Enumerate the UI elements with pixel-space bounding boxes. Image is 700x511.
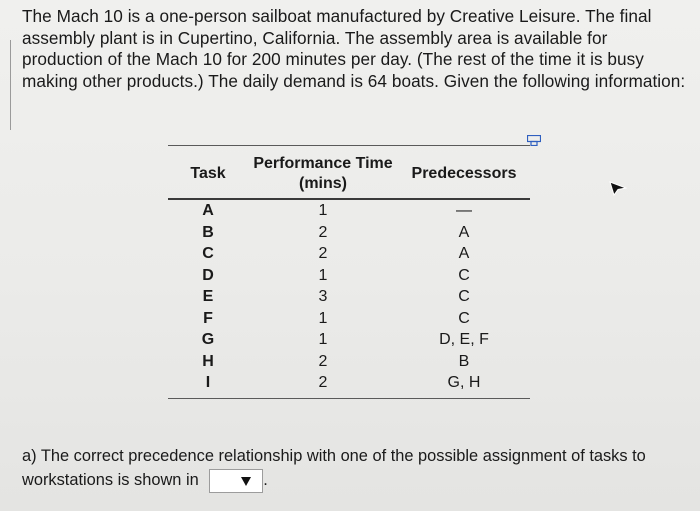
predecessor-cell: A xyxy=(458,245,470,262)
task-cell: C xyxy=(202,245,214,262)
header-task: Task xyxy=(190,165,226,182)
question-a xyxy=(22,444,682,493)
predecessor-cell: — xyxy=(456,202,472,219)
predecessor-cell: B xyxy=(458,352,470,370)
table-row xyxy=(168,286,530,308)
predecessor-cell: C xyxy=(458,309,470,327)
table-row xyxy=(168,372,530,398)
task-cell: E xyxy=(202,288,214,305)
mouse-pointer-icon xyxy=(609,180,627,196)
time-cell: 1 xyxy=(318,202,328,219)
table-row xyxy=(168,329,530,351)
table-row xyxy=(168,265,530,287)
predecessor-cell: C xyxy=(458,266,470,284)
task-cell: D xyxy=(202,266,214,284)
predecessor-cell: D, E, F xyxy=(439,331,489,348)
margin-rule xyxy=(10,40,11,130)
question-text: a) The correct precedence relationship with one of the possible assignment of tasks to workstations is shown in xyxy=(22,447,646,489)
time-cell: 1 xyxy=(318,309,328,327)
header-time: Performance Time (mins) xyxy=(253,155,393,192)
task-cell: F xyxy=(203,309,213,327)
table-row xyxy=(168,199,530,222)
time-cell: 2 xyxy=(318,223,328,241)
time-cell: 2 xyxy=(248,372,398,398)
time-cell: 2 xyxy=(318,352,328,370)
time-cell: 1 xyxy=(318,331,328,348)
problem-intro: The Mach 10 is a one-person sailboat manufactured by Creative Leisure. The final assembly plant is in Cupertino, California. The assembly area is available for production of the Mach 10 for 200 minutes per day. (The rest of the time it is busy making other products.) The daily demand is 64 boats. Given the following information: xyxy=(22,6,686,91)
table-row xyxy=(168,222,530,244)
predecessor-cell: C xyxy=(458,288,470,305)
task-cell: I xyxy=(168,372,248,398)
header-predecessors: Predecessors xyxy=(411,165,517,182)
question-trailing-period: . xyxy=(263,471,268,489)
table-row xyxy=(168,243,530,265)
task-table xyxy=(168,145,530,399)
task-cell: B xyxy=(202,223,214,241)
predecessor-cell: G, H xyxy=(398,372,530,398)
dropdown-arrow-icon xyxy=(241,477,251,486)
task-cell: G xyxy=(201,331,215,348)
table-header-row xyxy=(168,146,530,200)
task-cell: H xyxy=(202,352,214,370)
task-cell: A xyxy=(202,202,214,219)
answer-dropdown[interactable] xyxy=(209,469,263,493)
table-row xyxy=(168,351,530,373)
table-row xyxy=(168,308,530,330)
time-cell: 2 xyxy=(318,245,328,262)
time-cell: 3 xyxy=(318,288,328,305)
predecessor-cell: A xyxy=(458,223,470,241)
copy-icon[interactable] xyxy=(527,133,541,144)
time-cell: 1 xyxy=(318,266,328,284)
